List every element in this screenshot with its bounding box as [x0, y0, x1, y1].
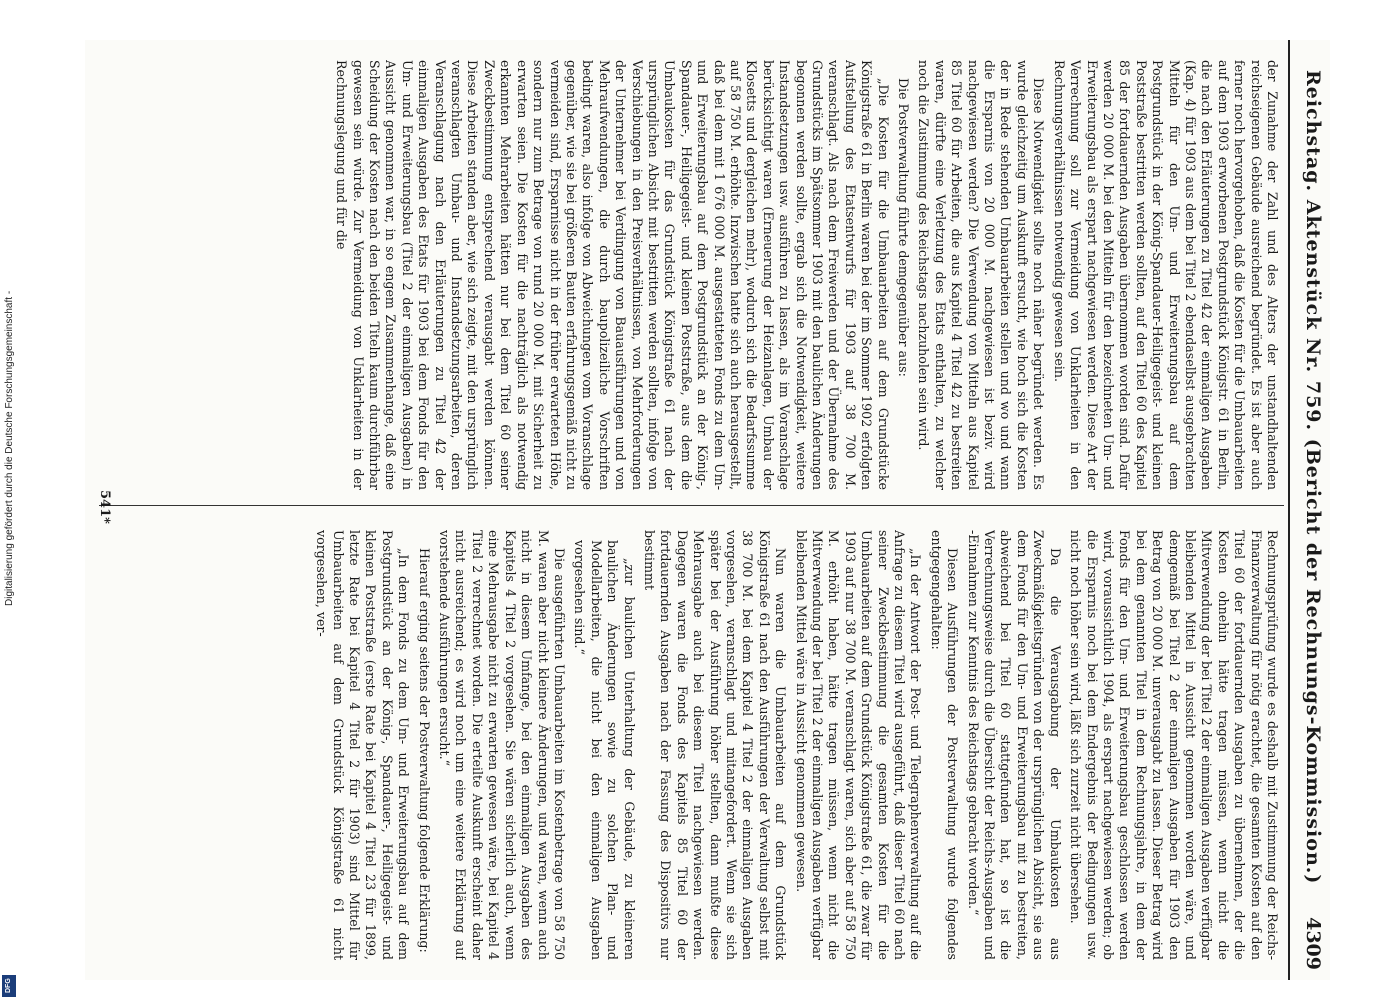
sheet-signature: 541*	[97, 490, 112, 524]
column-divider	[99, 505, 1284, 506]
paragraph: Rechnungsprüfung wurde es deshalb mit Zustimmung der Reichs-Finanzverwaltung für nötig erachtet, die gesamten Kosten auf den Titel 60 der fortdauernden Ausgaben zu übernehmen, der die Kosten ohnehin hätte tragen müssen, wenn nicht die Mitverwendung der bei Titel 2 der einmaligen Ausgaben verfügbar bleibenden Mittel in Aussicht genommen worden wäre, und demgemäß bei Titel 2 der einmaligen Ausgaben für 1903 den Betrag von 20 000 M. unverausgabt zu lassen. Dieser Betrag wird bei dem genannten Titel in dem Rechnungsjahre, in dem der Fonds für den Um- und Erweiterungsbau geschlossen werden wird, voraussichtlich 1904, als erspart nachgewiesen werden; ob die Ersparnis noch bei dem Endergebnis der Bedingungen usw. nicht noch höher sein wird, läßt sich zurzeit nicht übersehen.	[1068, 530, 1280, 960]
scanned-page	[85, 40, 1330, 980]
quoted-paragraph: „zur baulichen Unterhaltung der Gebäude, zu kleineren baulichen Änderungen sowie zu solchen Plan- und Modellarbeiten, die nicht bei den einmaligen Ausgaben vorgesehen sind.“	[572, 540, 637, 960]
page-number: 4309	[1302, 917, 1324, 970]
left-column	[105, 60, 1280, 490]
digitization-note: Digitalisierung gefördert durch die Deutsche Forschungsgemeinschaft -	[4, 290, 15, 606]
paragraph: der Zunahme der Zahl und des Alters der unstandhaltenden reichseigenen Gebäude ausreichend begründet. Es ist aber auch ferner noch hervorgehoben, daß die Kosten für die Umbauarbeiten auf dem 1903 erworbenen Postgrundstück Königstr. 61 in Berlin, die nach den Erläuterungen zu Titel 42 der einmaligen Ausgaben (Kap. 4) für 1903 aus dem bei Titel 2 ebendaselbst ausgebrachten Mitteln für den Um- und Erweiterungsbau auf dem Postgrundstück in der König-Spandauer-Heiligegeist- und kleinen Poststraße bestritten werden sollten, auf den Titel 60 des Kapitel 85 der fortdauernden Ausgaben übernommen worden sind. Dafür werden 20 000 M. bei den Mitteln für den bezeichneten Um- und Erweiterungsbau als erspart nachgewiesen werden. Diese Art der Verrechnung soll zur Vermeidung von Unklarheiten in den Rechnungsverhältnissen notwendig gewesen sein.	[1051, 60, 1280, 490]
paragraph: Da die Verausgabung der Umbaukosten aus Zweckmäßigkeitsgründen von der ursprünglichen Absicht, sie aus dem Fonds für den Um- und Erweiterungsbau mit zu bestreiten, abweichend bei Titel 60 stattgefunden hat, so ist die Verrechnungsweise durch die Übersicht der Reichs-Ausgaben und -Einnahmen zur Kenntnis des Reichstags gebracht worden.“	[965, 530, 1063, 960]
paragraph: „Die Kosten für die Umbauarbeiten auf dem Grundstücke Königstraße 61 in Berlin waren bei der im Sommer 1902 erfolgten Aufstellung des Etatsentwurfs für 1903 auf 38 700 M. veranschlagt. Als nach dem Freiwerden und der Übernahme des Grundstücks im Spätsommer 1903 mit den baulichen Änderungen begonnen werden sollte, ergab sich die Notwendigkeit, weitere Instandsetzungen usw. ausführen zu lassen, als im Voranschlage berücksichtigt waren (Erneuerung der Heizanlagen, Umbau der Klosetts und dergleichen mehr), wodurch sich die Bedarfssumme auf 58 750 M. erhöhte. Inzwischen hatte sich auch herausgestellt, daß bei dem mit 1 676 000 M. ausgestatteten Fonds zu dem Um- und Erweiterungsbau auf dem Postgrundstück an der König-, Spandauer-, Heiligegeist- und kleinen Poststraße, aus dem die Umbaukosten für das Grundstück Königstraße 61 nach der ursprünglichen Absicht mit bestritten werden sollten, infolge von Verschiebungen in den Preisverhältnissen, von Mehrforderungen der Unternehmer bei Verdingung von Bauausführungen und von Mehraufwendungen, die durch baupolizeiliche Vorschriften bedingt waren, also infolge von Abweichungen vom Voranschlage gegenüber, wie sie bei größeren Bauten erfahrungsgemäß nicht zu vermeiden sind, Ersparnisse nicht in der früher erwarteten Höhe, sondern nur zum Betrage von rund 20 000 M. mit Sicherheit zu erwarten seien. Die Kosten für die nachträglich als notwendig erkannten Mehrarbeiten hätten nur bei dem Titel 60 seiner Zweckbestimmung entsprechend verausgabt werden können. Diese Arbeiten standen aber, wie sich zeigte, mit den ursprünglich veranschlagten Umbau- und Instandsetzungsarbeiten, deren Veranschlagung nach den Erläuterungen zu Titel 42 der einmaligen Ausgaben des Etats für 1903 bei dem Fonds für den Um- und Erweiterungsbau (Titel 2 der einmaligen Ausgaben) in Aussicht genommen war, in so engem Zusammenhange, daß eine Scheidung der Kosten nach den beiden Titeln kaum durchführbar gewesen sein würde. Zur Vermeidung von Unklarheiten in der Rechnungslegung und für die	[334, 60, 891, 490]
dfg-logo-icon: DFG	[2, 975, 16, 997]
paragraph: Nun waren die Umbauarbeiten auf dem Grundstück Königstraße 61 nach den Ausführungen der Verwaltung selbst mit 38 700 M. bei dem Kapitel 4 Titel 2 der einmaligen Ausgaben vorgesehen, veranschlagt und mitangefordert. Wenn sie sich später bei der Ausführung höher stellten, dann mußte diese Mehrausgabe auch bei diesem Titel nachgewiesen werden. Dagegen waren die Fonds des Kapitels 85 Titel 60 der fortdauernden Ausgaben nach der Fassung des Dispositivs nur bestimmt	[641, 530, 789, 960]
page-title: Reichstag. Aktenstück Nr. 759. (Bericht der Rechnungs-Kommission.)	[1302, 70, 1324, 885]
paragraph: Die ausgeführten Umbauarbeiten im Kostenbetrage von 58 750 M. waren aber nicht kleinere Änderungen, und waren, wenn auch nicht in diesem Umfange, bei den einmaligen Ausgaben des Kapitels 4 Titel 2 vorgesehen. Sie wären sicherlich auch, wenn eine Mehrausgabe nicht zu erwarten gewesen wäre, bei Kapitel 4 Titel 2 verrechnet worden. Die erteilte Auskunft erscheint daher nicht ausreichend; es wird noch um eine weitere Erklärung auf vorstehende Ausführungen ersucht.“	[437, 530, 567, 960]
paragraph: „In der Antwort der Post- und Telegraphenverwaltung auf die Anfrage zu diesem Titel wird ausgeführt, daß dieser Titel 60 nach seiner Zweckbestimmung die gesamten Kosten für die Umbauarbeiten auf dem Grundstück Königstraße 61, die zwar für 1903 auf nur 38 700 M. veranschlagt waren, sich aber auf 58 750 M. erhöht haben, hätte tragen müssen, wenn nicht die Mitverwendung der bei Titel 2 der einmaligen Ausgaben verfügbar bleibenden Mittel wäre in Aussicht genommen gewesen.	[793, 530, 924, 960]
paragraph: Die Postverwaltung führte demgegenüber aus:	[896, 78, 912, 377]
paragraph: Diesen Ausführungen der Postverwaltung wurde folgendes entgegengehalten:	[928, 530, 961, 960]
paragraph: „In dem Fonds zu dem Um- und Erweiterungsbau auf dem Postgrundstück an der König-, Spandauer-, Heiligegeist- und kleinen Poststraße (erste Rate bei Kapitel 4 Titel 23 für 1899, letzte Rate bei Kapitel 4 Titel 2 für 1903) sind Mittel für Umbauarbeiten auf dem Grundstück Königstraße 61 nicht vorgesehen, ver-	[314, 530, 412, 960]
page-header	[1288, 40, 1330, 980]
paragraph: Hierauf erging seitens der Postverwaltung folgende Erklärung:	[416, 548, 432, 953]
right-column	[105, 530, 1280, 960]
paragraph: Diese Notwendigkeit sollte noch näher begründet werden. Es wurde gleichzeitig um Auskunft ersucht, wie hoch sich die Kosten der in Rede stehenden Umbauarbeiten stellen und wo und wann die Ersparnis von 20 000 M. nachgewiesen ist beziv. wird nachgewiesen werden? Die Verwendung von Mitteln aus Kapitel 85 Titel 60 für Arbeiten, die aus Kapitel 4 Titel 42 zu bestreiten waren, dürfte eine Verletzung des Etats enthalten, zu welcher noch die Zustimmung des Reichstags nachzuholen sein wird.	[916, 60, 1047, 490]
